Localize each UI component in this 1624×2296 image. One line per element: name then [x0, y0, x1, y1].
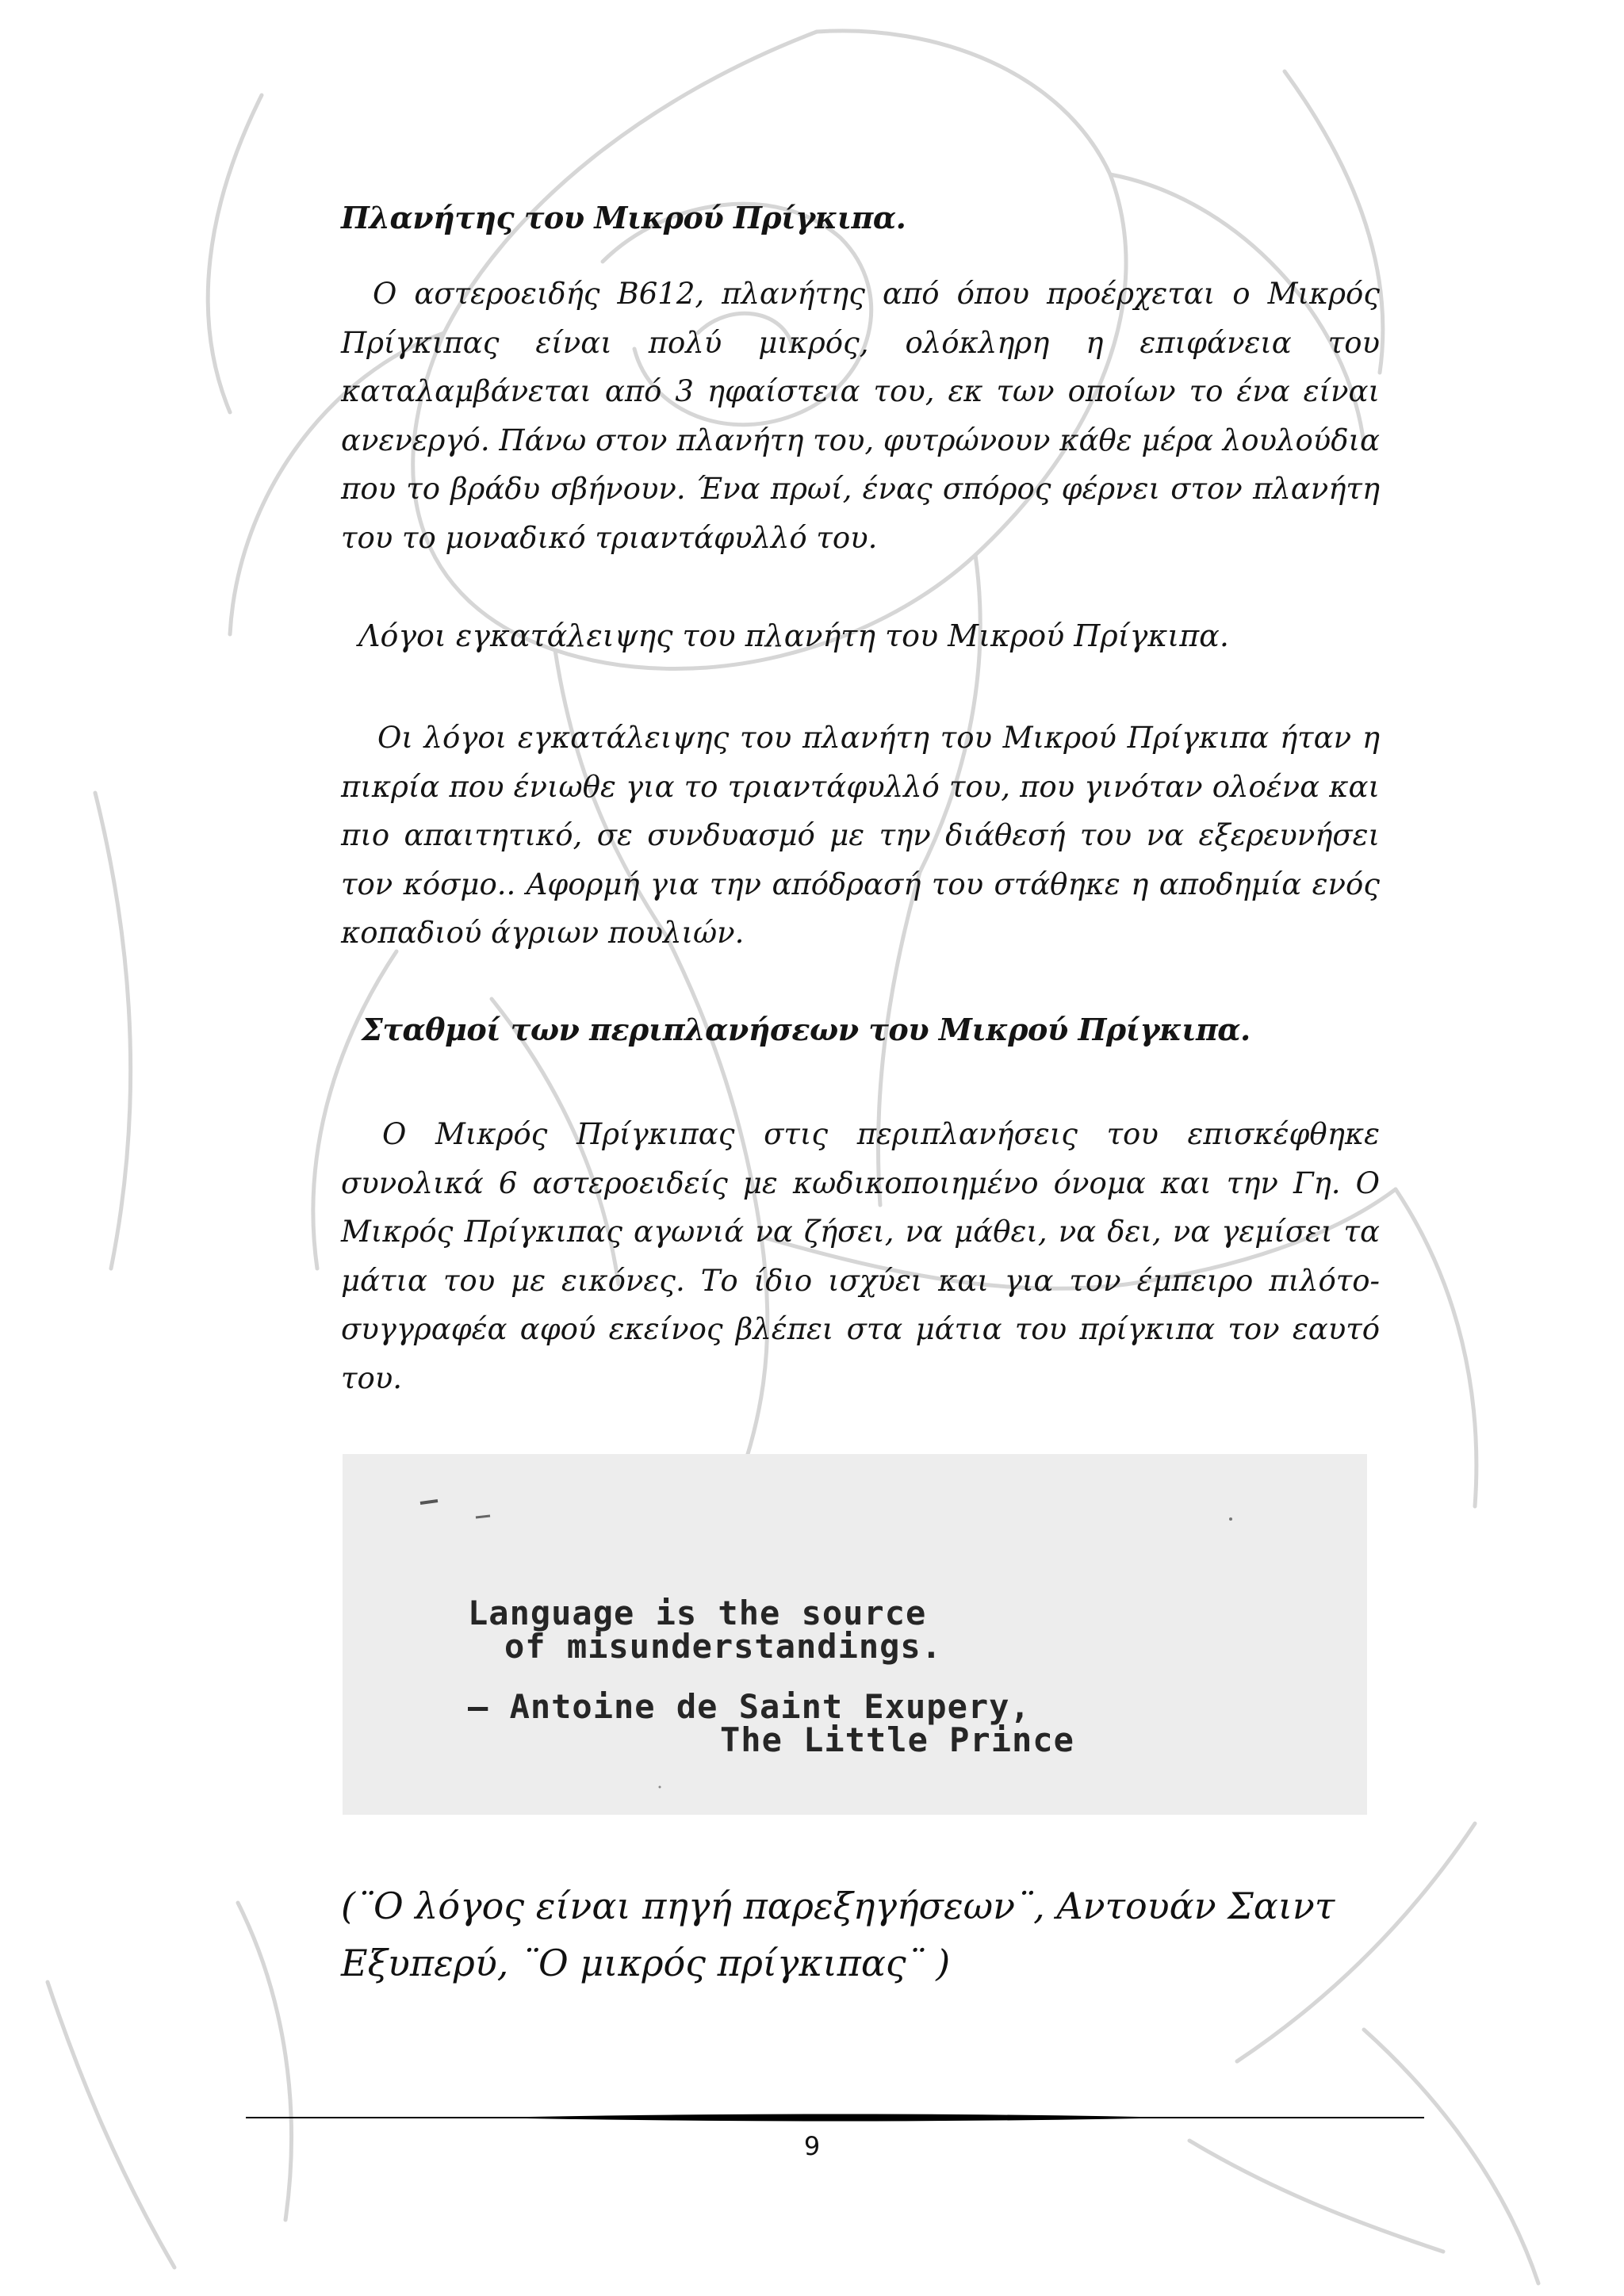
- quote-image: [343, 1454, 1367, 1815]
- paragraph-reasons: Οι λόγοι εγκατάλειψης του πλανήτη του Μικρού Πρίγκιπα ήταν η πικρία που ένιωθε για το τριαντάφυλλό του, που γινόταν ολοένα και πιο απαιτητικό, σε συνδυασμό με την διάθεσή του να εξερευνήσει τον κόσμο.. Αφορμή για την απόδρασή του στάθηκε η αποδημία ενός κοπαδιού άγριων πουλιών.: [341, 721, 1380, 950]
- quote-line-4: The Little Prince: [720, 1720, 1074, 1759]
- page-number: 9: [803, 2131, 821, 2161]
- quote-line-1: Language is the source: [468, 1594, 927, 1632]
- paragraph-planet: Ο αστεροειδής Β612, πλανήτης από όπου προέρχεται ο Μικρός Πρίγκιπας είναι πολύ μικρός, ολόκληρη η επιφάνεια του καταλαμβάνεται από 3 ηφαίστεια του, εκ των οποίων το ένα είναι ανενεργό. Πάνω στον πλανήτη του, φυτρώνουν κάθε μέρα λουλούδια που το βράδυ σβήνουν. Ένα πρωί, ένας σπόρος φέρνει στον πλανήτη του το μοναδικό τριαντάφυλλό του.: [341, 277, 1380, 555]
- heading-stations: Σταθμοί των περιπλανήσεων του Μικρού Πρίγκιπα.: [362, 1012, 1251, 1047]
- heading-reasons: Λόγοι εγκατάλειψης του πλανήτη του Μικρού Πρίγκιπα.: [358, 618, 1229, 653]
- paragraph-stations: Ο Μικρός Πρίγκιπας στις περιπλανήσεις του επισκέφθηκε συνολικά 6 αστεροειδείς με κωδικοποιημένο όνομα και την Γη. Ο Μικρός Πρίγκιπας αγωνιά να ζήσει, να μάθει, να δει, να γεμίσει τα μάτια του με εικόνες. Το ίδιο ισχύει και για τον έμπειρο πιλότο-συγγραφέα αφού εκείνος βλέπει στα μάτια του πρίγκιπα τον εαυτό του.: [341, 1117, 1380, 1395]
- quote-caption: (¨Ο λόγος είναι πηγή παρεξηγήσεων¨, Αντουάν Σαιντ Εξυπερύ, ¨Ο μικρός πρίγκιπας¨ ): [341, 1885, 1335, 1984]
- quote-line-3: — Antoine de Saint Exupery,: [468, 1687, 1031, 1726]
- footer-divider: [246, 2112, 1424, 2123]
- quote-line-2: of misunderstandings.: [504, 1627, 943, 1666]
- heading-planet: Πλανήτης του Μικρού Πρίγκιπα.: [341, 200, 906, 235]
